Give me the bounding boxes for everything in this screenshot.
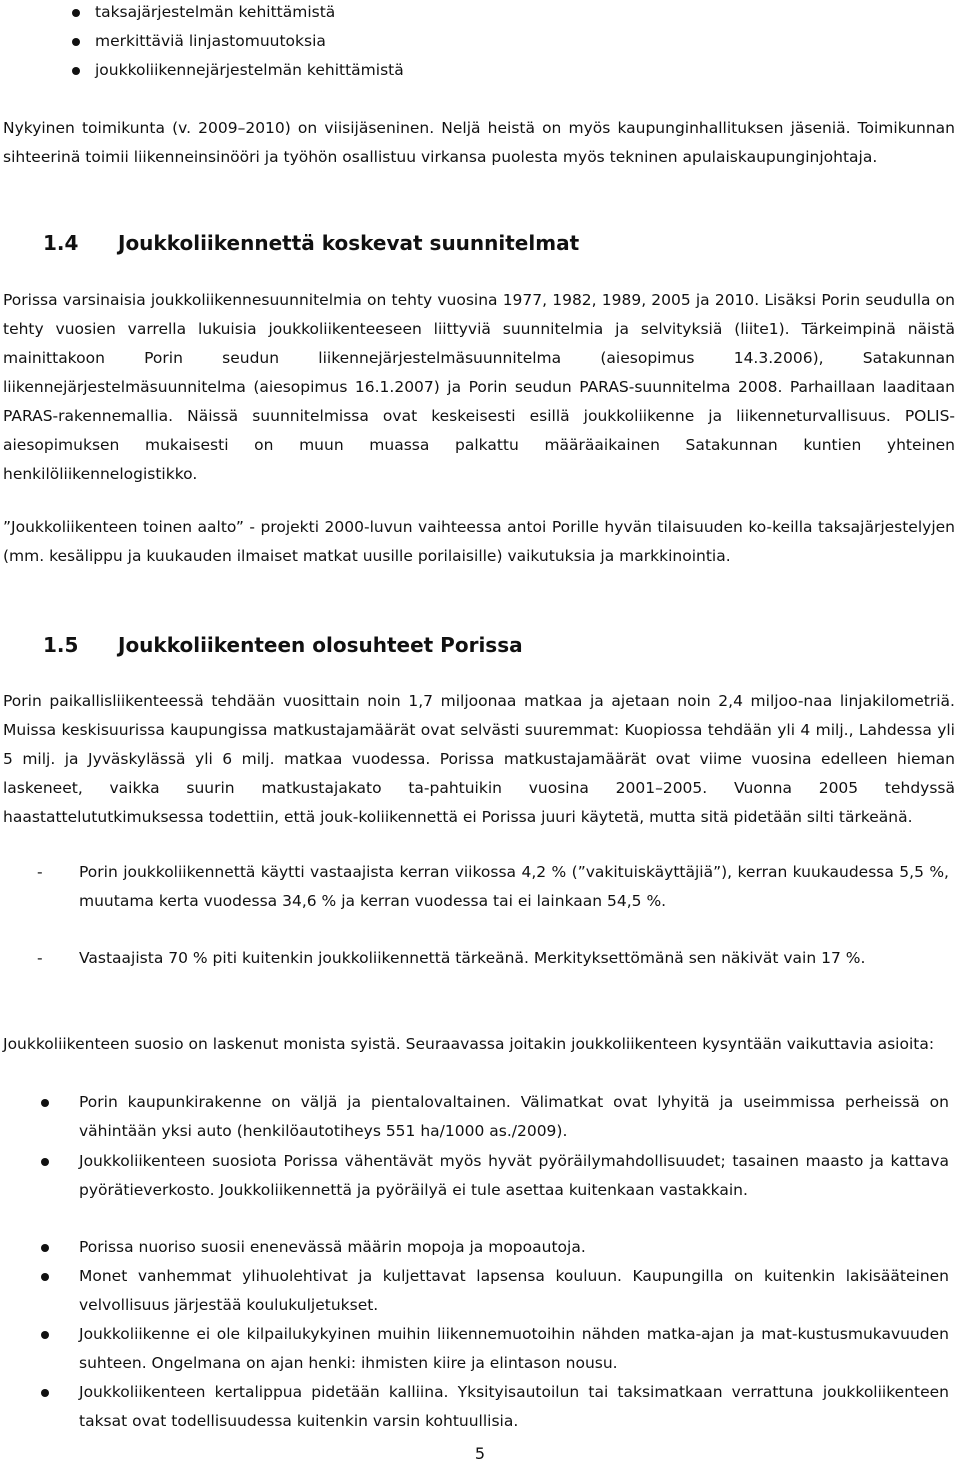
list-item: merkittäviä linjastomuutoksia [95,27,945,56]
paragraph-decline: Joukkoliikenteen suosio on laskenut monista syistä. Seuraavassa joitakin joukkoliikenteen kysyntään vaikuttavia asioita: [3,1035,935,1053]
list-item: taksajärjestelmän kehittämistä [95,0,945,27]
section-title: Joukkoliikenteen olosuhteet Porissa [118,633,523,657]
section-title: Joukkoliikennettä koskevat suunnitelmat [118,231,580,255]
bullet-icon [41,1099,49,1107]
list-item: joukkoliikennejärjestelmän kehittämistä [95,56,945,85]
bullet-icon [72,67,80,75]
paragraph-conditions: Porin paikallisliikenteessä tehdään vuosittain noin 1,7 miljoonaa matkaa ja ajetaan noin 2,4 miljoo-naa linjakilometriä. Muissa keskisuurissa kaupungissa matkustajamäärät ovat selvästi suuremmat: Kuopiossa tehdään yli 4 milj., Lahdessa yli 5 milj. ja Jyväskylässä yli 6 milj. matkaa vuodessa. Porissa matkustajamäärät ovat viime vuosina edelleen hieman laskeneet, vaikka suurin matkustajakato ta-pahtuikin vuosina 2001–2005. Vuonna 2005 tehdyssä haastattelututkimuksessa todettiin, että jouk-koliikennettä ei Porissa juuri käytetä, mutta sitä pidetään silti tärkeänä. [3,692,955,826]
bullet-icon [41,1244,49,1252]
section-number: 1.4 [43,231,79,255]
list-item: - Porin joukkoliikennettä käytti vastaajista kerran viikossa 4,2 % (”vakituiskäyttäjiä”), kerran kuukaudessa 5,5 %, muutama kerta vuodessa 34,6 % ja kerran vuodessa tai ei lainkaan 54,5 %. [79,858,949,916]
bullet-icon [41,1273,49,1281]
section-heading-1-5 [43,630,523,660]
list-item: Joukkoliikenne ei ole kilpailukykyinen muihin liikennemuotoihin nähden matka-ajan ja mat-kustusmukavuuden suhteen. Ongelmana on ajan henki: ihmisten kiire ja elintason nousu. [79,1320,949,1378]
section-heading-1-4 [43,228,579,258]
list-item: Porissa nuoriso suosii enenevässä määrin mopoja ja mopoautoja. [79,1233,949,1262]
list-item: Monet vanhemmat ylihuolehtivat ja kuljettavat lapsensa kouluun. Kaupungilla on kuitenkin lakisääteinen velvollisuus järjestää koulukuljetukset. [79,1262,949,1320]
bullet-icon [41,1389,49,1397]
bullet-icon [41,1331,49,1339]
bullet-icon [72,9,80,17]
paragraph-project: ”Joukkoliikenteen toinen aalto” - projekti 2000-luvun vaihteessa antoi Porille hyvän tilaisuuden ko-keilla taksajärjestelyjen (mm. kesälippu ja kuukauden ilmaiset matkat uusille porilaisille) vaikutuksia ja markkinointia. [3,518,955,565]
dash-marker: - [37,949,43,967]
section-number: 1.5 [43,633,79,657]
dash-marker: - [37,863,43,881]
list-item: - Vastaajista 70 % piti kuitenkin joukkoliikennettä tärkeänä. Merkityksettömänä sen näkivät vain 17 %. [79,944,949,973]
list-item: Joukkoliikenteen suosiota Porissa vähentävät myös hyvät pyöräilymahdollisuudet; tasainen maasto ja kattava pyörätieverkosto. Joukkoliikennettä ja pyöräilyä ei tule asettaa kuitenkaan vastakkain. [79,1147,949,1205]
bullet-icon [41,1158,49,1166]
paragraph-board: Nykyinen toimikunta (v. 2009–2010) on viisijäseninen. Neljä heistä on myös kaupunginhallituksen jäseniä. Toimikunnan sihteerinä toimii liikenneinsinööri ja työhön osallistuu virkansa puolesta myös tekninen apulaiskaupunginjohtaja. [3,119,955,166]
page-number: 5 [474,1444,486,1463]
paragraph-plans: Porissa varsinaisia joukkoliikennesuunnitelmia on tehty vuosina 1977, 1982, 1989, 2005 ja 2010. Lisäksi Porin seudulla on tehty vuosien varrella lukuisia joukkoliikenteeseen liittyviä suunnitelmia ja selvityksiä (liite1). Tärkeimpinä näistä mainittakoon Porin seudun liikennejärjestelmäsuunnitelma (aiesopimus 14.3.2006), Satakunnan liikennejärjestelmäsuunnitelma (aiesopimus 16.1.2007) ja Porin seudun PARAS-suunnitelma 2008. Parhaillaan laaditaan PARAS-rakennemallia. Näissä suunnitelmissa ovat keskeisesti esillä joukkoliikenne ja liikenneturvallisuus. POLIS-aiesopimuksen mukaisesti on muun muassa palkattu määräaikainen Satakunnan kuntien yhteinen henkilöliikennelogistikko. [3,291,955,483]
list-item: Joukkoliikenteen kertalippua pidetään kalliina. Yksityisautoilun tai taksimatkaan verrattuna joukkoliikenteen taksat ovat todellisuudessa kuitenkin varsin kohtuullisia. [79,1378,949,1436]
bullet-icon [72,38,80,46]
list-item: Porin kaupunkirakenne on väljä ja pientalovaltainen. Välimatkat ovat lyhyitä ja useimmissa perheissä on vähintään yksi auto (henkilöautotiheys 551 ha/1000 as./2009). [79,1088,949,1146]
